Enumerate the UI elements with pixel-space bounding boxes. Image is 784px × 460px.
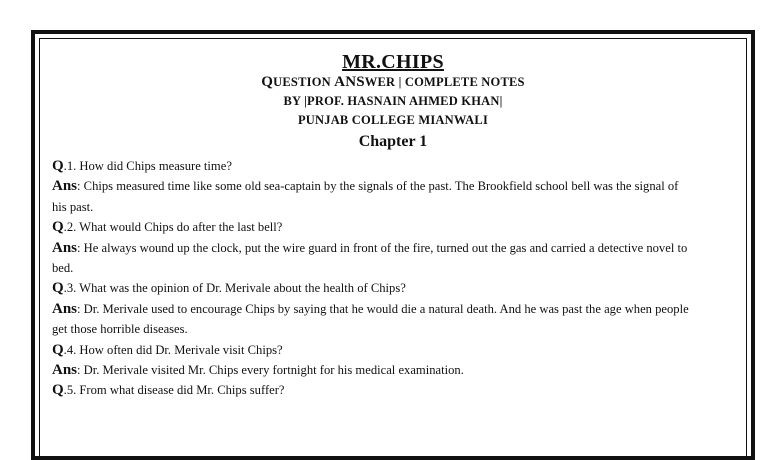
document-page <box>31 30 755 460</box>
chapter-heading: Chapter 1 <box>358 133 428 150</box>
answer-2: Ans: He always wound up the clock, put the wire guard in front of the fire, turned out the gas and carried a detective novel to bed. <box>52 239 688 276</box>
subtitle-line-1: QUESTION ANSWER | COMPLETE NOTES <box>261 74 525 90</box>
question-5: Q.5. From what disease did Mr. Chips suffer? <box>52 382 285 399</box>
document-content <box>52 51 734 401</box>
question-4: Q.4. How often did Dr. Merivale visit Chips? <box>52 341 283 358</box>
question-3: Q.3. What was the opinion of Dr. Merivale about the health of Chips? <box>52 280 406 297</box>
answer-3: Ans: Dr. Merivale used to encourage Chips by saying that he would die a natural death. And he was past the age when people get those horrible diseases. <box>52 300 689 337</box>
answer-1: Ans: Chips measured time like some old sea-captain by the signals of the past. The Brookfield school bell was the signal of his past. <box>52 178 679 214</box>
subtitle-line-2: BY |PROF. HASNAIN AHMED KHAN| <box>283 94 503 108</box>
subtitle-line-3: PUNJAB COLLEGE MIANWALI <box>297 113 489 127</box>
page-inner-border <box>39 38 747 456</box>
document-title: MR.CHIPS <box>342 51 444 73</box>
answer-4: Ans: Dr. Merivale visited Mr. Chips every fortnight for his medical examination. <box>52 362 464 379</box>
question-2: Q.2. What would Chips do after the last bell? <box>52 219 283 236</box>
question-1: Q.1. How did Chips measure time? <box>52 158 232 174</box>
